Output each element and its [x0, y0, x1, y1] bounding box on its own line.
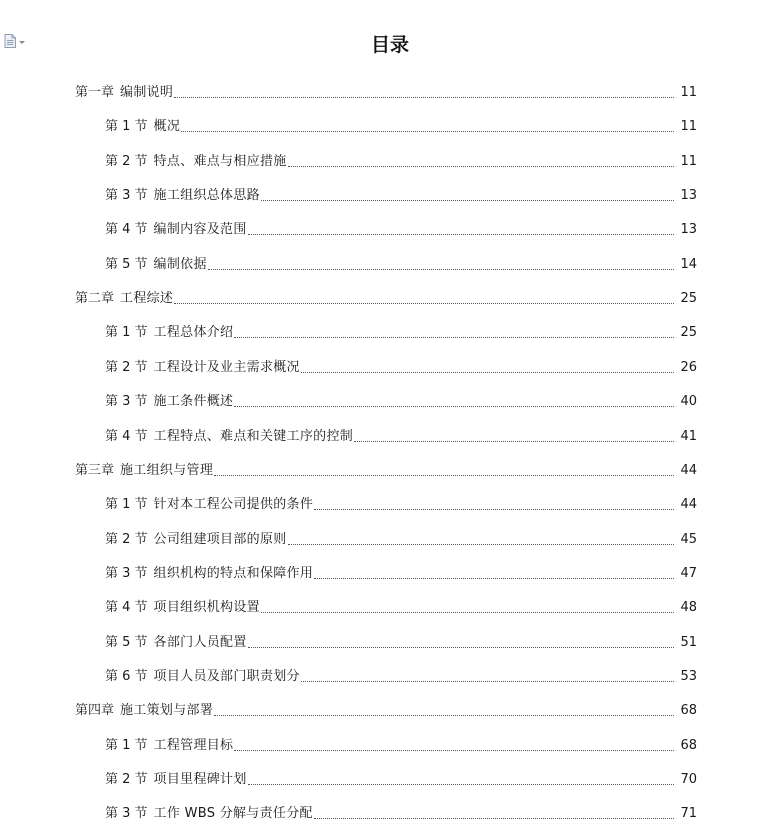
toc-dot-leader [301, 680, 674, 682]
toc-dot-leader [314, 577, 674, 579]
toc-entry-page: 26 [680, 359, 697, 375]
toc-entry-title: 工程管理目标 [153, 737, 234, 753]
toc-entry-number: 第四章 [75, 703, 115, 719]
toc-entry-title: 针对本工程公司提供的条件 [153, 497, 314, 513]
toc-entry[interactable] [0, 170, 780, 204]
toc-entry-number: 第 2 节 [105, 359, 148, 375]
toc-dot-leader [261, 611, 674, 613]
toc-entry-page: 71 [680, 806, 697, 822]
toc-entry[interactable] [0, 720, 780, 754]
toc-entry-number: 第 5 节 [105, 256, 148, 272]
toc-entry[interactable] [0, 445, 780, 479]
toc-entry[interactable] [0, 788, 780, 822]
toc-entry-page: 70 [680, 772, 697, 787]
toc-entry-title: 工程特点、难点和关键工序的控制 [153, 428, 354, 444]
toc-dot-leader [288, 165, 674, 167]
toc-entry[interactable] [0, 514, 780, 548]
toc-entry-title: 公司组建项目部的原则 [153, 531, 287, 547]
toc-entry-title: 各部门人员配置 [153, 634, 247, 650]
toc-entry-page: 14 [680, 256, 697, 272]
toc-dot-leader [301, 371, 674, 373]
toc-dot-leader [208, 268, 674, 270]
toc-entry-page: 48 [680, 600, 697, 616]
toc-entry-number: 第 5 节 [105, 634, 148, 650]
toc-entry-page: 53 [680, 668, 697, 684]
toc-dot-leader [248, 783, 674, 785]
toc-entry[interactable] [0, 136, 780, 170]
toc-dot-leader [174, 96, 674, 98]
toc-entry-number: 第三章 [75, 462, 115, 478]
toc-entry-number: 第 3 节 [105, 806, 148, 822]
toc-entry-page: 68 [680, 737, 697, 753]
toc-entry-title: 工程综述 [120, 291, 174, 307]
toc-dot-leader [288, 543, 674, 545]
toc-entry-number: 第 4 节 [105, 600, 148, 616]
toc-entry-title: 特点、难点与相应措施 [153, 153, 287, 169]
toc-entry[interactable] [0, 617, 780, 651]
toc-entry-page: 11 [680, 85, 697, 100]
toc-entry[interactable] [0, 376, 780, 410]
toc-entry-number: 第 1 节 [105, 119, 148, 135]
toc-entry[interactable] [0, 582, 780, 616]
toc-entry-number: 第 1 节 [105, 737, 148, 753]
toc-dot-leader [214, 474, 674, 476]
toc-entry-page: 47 [680, 565, 697, 581]
toc-entry-page: 41 [680, 428, 697, 444]
toc-dot-leader [248, 646, 674, 648]
toc-entry-page: 25 [680, 291, 697, 307]
toc-entry-title: 项目人员及部门职责划分 [153, 668, 300, 684]
toc-entry[interactable] [0, 548, 780, 582]
toc-entry-page: 44 [680, 462, 697, 478]
toc-entry-page: 25 [680, 325, 697, 341]
toc-dot-leader [181, 130, 674, 132]
toc-entry-title: 概况 [153, 119, 181, 135]
toc-dot-leader [234, 405, 674, 407]
toc-entry-title: 施工条件概述 [153, 394, 234, 410]
toc-dot-leader [248, 233, 674, 235]
toc-entry-number: 第 3 节 [105, 188, 148, 204]
toc-entry-number: 第 2 节 [105, 531, 148, 547]
toc-entry[interactable] [0, 239, 780, 273]
toc-entry-page: 68 [680, 703, 697, 719]
toc-entry[interactable] [0, 342, 780, 376]
toc-dot-leader [174, 302, 674, 304]
toc-entry-title: 工程总体介绍 [153, 325, 234, 341]
toc-entry[interactable] [0, 273, 780, 307]
toc-dot-leader [214, 714, 674, 716]
toc-entry[interactable] [0, 411, 780, 445]
toc-entry-title: 施工策划与部署 [120, 703, 214, 719]
toc-dot-leader [354, 440, 674, 442]
toc-dot-leader [234, 336, 674, 338]
toc-entry-number: 第 1 节 [105, 497, 148, 513]
toc-entry-page: 40 [680, 394, 697, 410]
toc-entry[interactable] [0, 685, 780, 719]
toc-entry[interactable] [0, 754, 780, 788]
toc-entry[interactable] [0, 307, 780, 341]
toc-entry-number: 第 4 节 [105, 428, 148, 444]
toc-entry-page: 11 [680, 119, 697, 135]
toc-entry-title: 编制依据 [153, 256, 207, 272]
toc-entry-page: 51 [680, 634, 697, 650]
toc-dot-leader [261, 199, 674, 201]
toc-entry[interactable] [0, 101, 780, 135]
toc-entry-title: 施工组织与管理 [120, 462, 214, 478]
toc-entry-page: 11 [680, 153, 697, 169]
toc-entry-number: 第 1 节 [105, 325, 148, 341]
toc-dot-leader [234, 749, 674, 751]
toc-entry-title: 组织机构的特点和保障作用 [153, 565, 314, 581]
page-title: 目录 [370, 34, 409, 56]
toc-entry-title: 工程设计及业主需求概况 [153, 359, 300, 375]
toc-entry[interactable] [0, 479, 780, 513]
toc-entry-number: 第 4 节 [105, 222, 148, 238]
toc-entry-title: 工作 WBS 分解与责任分配 [153, 806, 313, 822]
toc-entry-number: 第一章 [75, 85, 115, 100]
toc-entry-title: 项目组织机构设置 [153, 600, 260, 616]
toc-dot-leader [314, 817, 674, 819]
toc-entry-title: 施工组织总体思路 [153, 188, 260, 204]
toc-entry-number: 第二章 [75, 291, 115, 307]
toc-entry-page: 44 [680, 497, 697, 513]
toc-dot-leader [314, 508, 674, 510]
toc-entry-page: 13 [680, 188, 697, 204]
toc-entry-title: 项目里程碑计划 [153, 772, 247, 787]
toc-entry[interactable] [0, 651, 780, 685]
toc-entry-number: 第 2 节 [105, 772, 148, 787]
toc-entry[interactable] [0, 67, 780, 101]
toc-entry[interactable] [0, 204, 780, 238]
toc-entry-title: 编制说明 [120, 85, 174, 100]
toc-entry-number: 第 6 节 [105, 668, 148, 684]
toc-entry-number: 第 3 节 [105, 565, 148, 581]
toc-entry-page: 13 [680, 222, 697, 238]
toc-entry-number: 第 3 节 [105, 394, 148, 410]
toc-entry-number: 第 2 节 [105, 153, 148, 169]
toc-entry-page: 45 [680, 531, 697, 547]
toc-entry-title: 编制内容及范围 [153, 222, 247, 238]
